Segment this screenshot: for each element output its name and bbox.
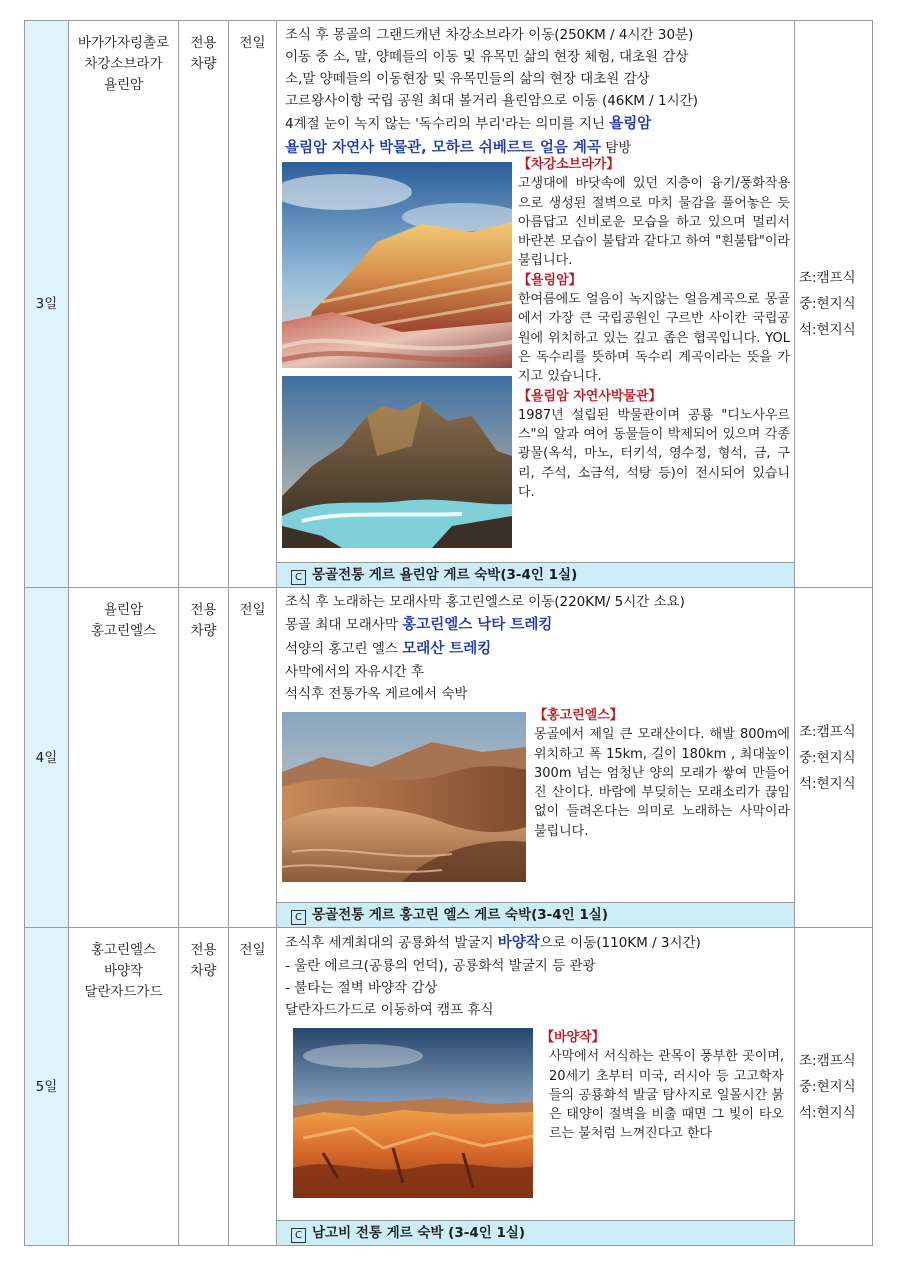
schedule-line: 이동 중 소, 말, 양떼들의 이동 및 유목민 삶의 현장 체험, 대초원 감상 bbox=[285, 49, 689, 65]
accommodation-text: 남고비 전통 게르 숙박 (3-4인 1실) bbox=[312, 1225, 526, 1241]
schedule-line: 석양의 홍고린 엘스 모래산 트레킹 bbox=[285, 641, 492, 657]
place-name: 홍고린엘스 bbox=[90, 942, 157, 958]
tsagaan-suvarga-photo bbox=[282, 162, 512, 368]
schedule-cell bbox=[277, 21, 795, 588]
place-name: 홍고린엘스 bbox=[90, 623, 157, 639]
time-cell bbox=[229, 928, 277, 1246]
time-text: 전일 bbox=[239, 35, 266, 51]
schedule-line: - 불타는 절벽 바양작 감상 bbox=[285, 980, 438, 996]
attraction-descriptions bbox=[533, 1028, 794, 1198]
schedule-line: - 울란 에르크(공룡의 언덕), 공룡화석 발굴지 등 관광 bbox=[285, 958, 596, 974]
highlight-text: 욜링암 bbox=[609, 116, 652, 132]
c-mark-icon: C bbox=[291, 1228, 306, 1243]
time-text: 전일 bbox=[239, 602, 266, 618]
highlight-text: 모래산 트레킹 bbox=[402, 641, 492, 657]
itinerary-table bbox=[24, 20, 873, 1246]
transport-text: 전용 bbox=[190, 942, 217, 958]
transport-cell bbox=[179, 928, 229, 1246]
transport-cell bbox=[179, 21, 229, 588]
attraction-text: 고생대에 바닷속에 있던 지층이 융기/풍화작용으로 생성된 절벽으로 마치 물감을 풀어놓은 듯 아름답고 신비로운 모습을 하고 있으며 멀리서 바란본 모습이 불탑과 같다고 하여 "흰불탑"이라 불립니다. bbox=[518, 176, 790, 269]
place-name: 달란자드가드 bbox=[84, 984, 163, 1000]
bayanzag-photo bbox=[293, 1028, 533, 1198]
place-name: 욜린암 bbox=[103, 77, 144, 93]
schedule-line: 소,말 양떼들의 이동현장 및 유목민들의 삶의 현장 대초원 감상 bbox=[285, 71, 650, 87]
highlight-text: 바양작 bbox=[497, 935, 540, 951]
transport-text: 차량 bbox=[190, 623, 217, 639]
day-label-cell bbox=[25, 21, 69, 588]
meal-text: 석:현지식 bbox=[799, 775, 856, 792]
accommodation-bar bbox=[277, 902, 794, 927]
c-mark-icon: C bbox=[291, 910, 306, 925]
attraction-descriptions bbox=[512, 155, 794, 558]
place-cell bbox=[69, 588, 179, 928]
meal-text: 중:현지식 bbox=[799, 296, 856, 312]
place-name: 차강소브라가 bbox=[84, 56, 163, 72]
attraction-title: 【욜림암 자연사박물관】 bbox=[518, 388, 662, 404]
place-name: 바양작 bbox=[103, 963, 144, 979]
meals-cell bbox=[795, 21, 873, 588]
day-label: 3일 bbox=[35, 296, 58, 312]
khongoryn-els-photo bbox=[282, 712, 526, 882]
transport-text: 차량 bbox=[190, 963, 217, 979]
day-label: 5일 bbox=[35, 1078, 58, 1095]
attraction-title: 【홍고린엘스】 bbox=[534, 708, 623, 723]
day-row-3 bbox=[25, 21, 873, 588]
schedule-line: 욜림암 자연사 박물관, 모하르 쉬베르트 얼음 계곡 탐방 bbox=[285, 140, 632, 156]
transport-text: 차량 bbox=[190, 56, 217, 72]
meal-text: 석:현지식 bbox=[799, 1104, 856, 1121]
schedule-line: 4계절 눈이 녹지 않는 '독수리의 부리'라는 의미를 지닌 욜링암 bbox=[285, 116, 652, 132]
transport-cell bbox=[179, 588, 229, 928]
day-label-cell bbox=[25, 588, 69, 928]
attraction-title: 【차강소브라가】 bbox=[518, 157, 620, 172]
meal-text: 조:캠프식 bbox=[799, 723, 856, 740]
meal-text: 조:캠프식 bbox=[799, 270, 856, 286]
place-name: 욜린암 bbox=[103, 602, 144, 618]
meal-text: 석:현지식 bbox=[799, 322, 856, 338]
day-row-4 bbox=[25, 588, 873, 928]
time-cell bbox=[229, 21, 277, 588]
day-label-cell bbox=[25, 928, 69, 1246]
schedule-line: 고르왕사이항 국립 공원 최대 볼거리 욜린암으로 이동 (46KM / 1시간) bbox=[285, 93, 698, 109]
transport-text: 전용 bbox=[190, 35, 217, 51]
attraction-text: 사막에서 서식하는 관목이 풍부한 곳이며, 20세기 초부터 미국, 러시아 등 고고학자들의 공룡화석 발굴 탐사지로 일몰시간 붉은 태양이 절벽을 비출 때면 그 빛이 타오르는 불처럼 느껴진다고 한다 bbox=[549, 1049, 784, 1142]
accommodation-bar bbox=[277, 1220, 794, 1245]
meal-text: 조:캠프식 bbox=[799, 1052, 856, 1069]
schedule-cell bbox=[277, 928, 795, 1246]
accommodation-text: 몽골전통 게르 욜린암 게르 숙박(3-4인 1실) bbox=[312, 567, 578, 583]
meals-cell bbox=[795, 928, 873, 1246]
meal-text: 중:현지식 bbox=[799, 749, 856, 766]
schedule-line: 조식 후 몽골의 그랜드캐년 차강소브라가 이동(250KM / 4시간 30분) bbox=[285, 27, 694, 43]
schedule-line: 달란자드가드로 이동하여 캠프 휴식 bbox=[285, 1002, 494, 1018]
accommodation-bar bbox=[277, 562, 794, 587]
schedule-line: 조식 후 노래하는 모래사막 홍고린엘스로 이동(220KM/ 5시간 소요) bbox=[285, 594, 685, 610]
schedule-line: 조식후 세계최대의 공룡화석 발굴지 바양작으로 이동(110KM / 3시간) bbox=[285, 935, 701, 951]
schedule-line: 석식후 전통가옥 게르에서 숙박 bbox=[285, 686, 468, 702]
place-cell bbox=[69, 21, 179, 588]
schedule-cell bbox=[277, 588, 795, 928]
attraction-text: 1987년 설립된 박물관이며 공룡 "디노사우르스"의 알과 여어 동물들이 박제되어 있으며 각종 광물(옥석, 마노, 터키석, 영수정, 형석, 금, 구리, 주석, 소금석, 석탕 등)이 전시되어 있습니다. bbox=[518, 407, 790, 501]
place-cell bbox=[69, 928, 179, 1246]
attraction-text: 한여름에도 얼음이 녹지않는 얼음계곡으로 몽골에서 가장 큰 국립공원인 구르반 사이칸 국립공원에 위치하고 있는 깊고 좁은 협곡입니다. YOL은 독수리를 뜻하며 독수리 계곡이라는 뜻을 가지고 있습니다. bbox=[518, 292, 790, 385]
meal-text: 중:현지식 bbox=[799, 1078, 856, 1095]
c-mark-icon: C bbox=[291, 570, 306, 585]
place-name: 바가가자링촐로 bbox=[77, 35, 170, 51]
time-text: 전일 bbox=[239, 942, 266, 958]
day-row-5 bbox=[25, 928, 873, 1246]
attraction-text: 몽골에서 제일 큰 모래산이다. 해발 800m에 위치하고 폭 15km, 길이 180km , 최대높이 300m 넘는 엄청난 양의 모래가 쌓여 만들어진 산이다. 바람에 부딪히는 모래소리가 끊임없이 들려온다는 의미로 노래하는 사막이라 불립니다. bbox=[534, 727, 790, 839]
attraction-title: 【바양작】 bbox=[541, 1030, 605, 1045]
highlight-text: 홍고린엘스 낙타 트레킹 bbox=[402, 617, 553, 633]
highlight-text: 욜림암 자연사 박물관, 모하르 쉬베르트 얼음 계곡 bbox=[285, 140, 601, 156]
attraction-title: 【욜링암】 bbox=[518, 272, 582, 288]
day-label: 4일 bbox=[35, 749, 58, 766]
schedule-line: 몽골 최대 모래사막 홍고린엘스 낙타 트레킹 bbox=[285, 617, 553, 633]
transport-text: 전용 bbox=[190, 602, 217, 618]
attraction-descriptions bbox=[526, 706, 794, 882]
time-cell bbox=[229, 588, 277, 928]
schedule-line: 사막에서의 자유시간 후 bbox=[285, 664, 424, 680]
yolyn-am-photo bbox=[282, 376, 512, 548]
meals-cell bbox=[795, 588, 873, 928]
accommodation-text: 몽골전통 게르 홍고린 엘스 게르 숙박(3-4인 1실) bbox=[312, 907, 609, 923]
